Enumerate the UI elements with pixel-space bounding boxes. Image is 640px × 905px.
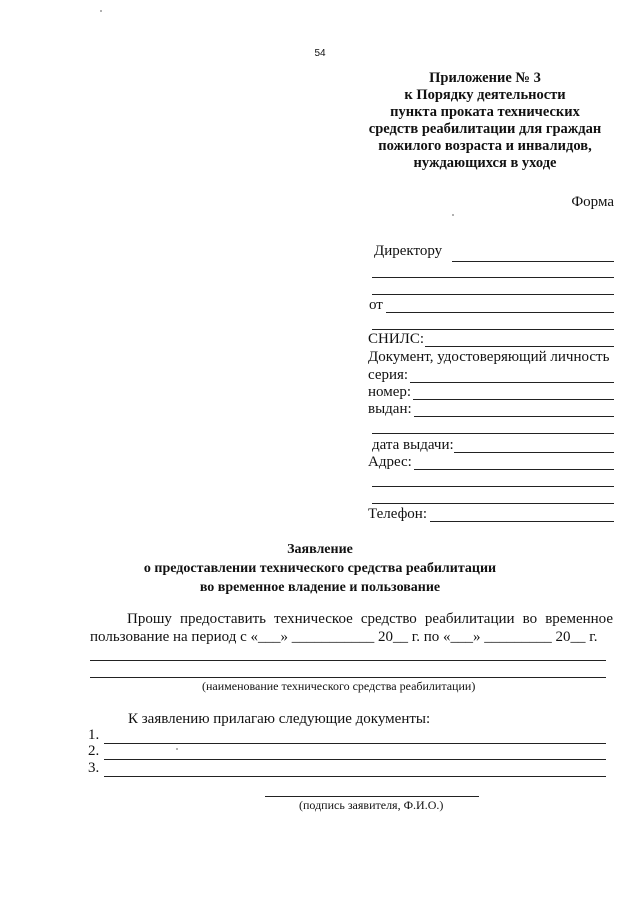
device-name-caption: (наименование технического средства реабилитации)	[202, 679, 476, 693]
documents-intro: К заявлению прилагаю следующие документы:	[128, 711, 431, 727]
director-label: Директору	[374, 243, 443, 259]
scan-speck	[452, 214, 454, 216]
scan-speck	[100, 10, 102, 12]
director-field-line-3[interactable]	[372, 294, 614, 295]
appendix-line: нуждающихся в уходе	[413, 155, 557, 171]
director-field[interactable]	[452, 261, 614, 262]
series-field[interactable]	[410, 382, 614, 383]
issue-date-label: дата выдачи:	[372, 437, 454, 453]
request-line-2: пользование на период с «___» ___________ 20__ г. по «___» _________ 20__ г.	[90, 629, 598, 645]
document-field-1[interactable]	[104, 743, 606, 744]
phone-field[interactable]	[430, 521, 614, 522]
from-field-line-2[interactable]	[372, 329, 614, 330]
director-field-line-2[interactable]	[372, 277, 614, 278]
number-field[interactable]	[413, 399, 614, 400]
appendix-line: пожилого возраста и инвалидов,	[378, 138, 592, 154]
appendix-line: средств реабилитации для граждан	[368, 121, 602, 137]
request-line-1: Прошу предоставить техническое средство реабилитации во временное	[127, 611, 613, 627]
from-field[interactable]	[386, 312, 614, 313]
title-line: во временное владение и пользование	[199, 580, 441, 595]
appendix-line: Приложение № 3	[429, 70, 541, 86]
document-field-2[interactable]	[104, 759, 606, 760]
issued-field-line-2[interactable]	[372, 433, 614, 434]
signature-caption: (подпись заявителя, Ф.И.О.)	[299, 798, 444, 812]
document-item-number: 2.	[88, 743, 100, 759]
series-label: серия:	[368, 367, 409, 383]
document-item-number: 1.	[88, 727, 100, 743]
address-field-line-3[interactable]	[372, 503, 614, 504]
signature-field[interactable]	[265, 796, 479, 797]
scan-speck	[176, 748, 178, 750]
issue-date-field[interactable]	[454, 452, 614, 453]
snils-field[interactable]	[425, 346, 614, 347]
device-name-field-line-2[interactable]	[90, 677, 606, 678]
snils-label: СНИЛС:	[368, 331, 425, 347]
number-label: номер:	[368, 384, 412, 400]
page-number: 54	[314, 48, 326, 59]
document-field-3[interactable]	[104, 776, 606, 777]
title-line: о предоставлении технического средства реабилитации	[143, 561, 497, 576]
document-item-number: 3.	[88, 760, 100, 776]
address-label: Адрес:	[368, 454, 412, 470]
from-label: от	[369, 297, 383, 313]
document-label: Документ, удостоверяющий личность	[368, 349, 610, 365]
address-field[interactable]	[414, 469, 614, 470]
appendix-line: пункта проката технических	[390, 104, 580, 120]
form-label: Форма	[571, 194, 614, 210]
appendix-line: к Порядку деятельности	[404, 87, 566, 103]
title-line: Заявление	[287, 542, 353, 557]
statement-title	[0, 540, 640, 597]
appendix-heading	[330, 70, 640, 172]
device-name-field[interactable]	[90, 660, 606, 661]
issued-label: выдан:	[368, 401, 412, 417]
address-field-line-2[interactable]	[372, 486, 614, 487]
phone-label: Телефон:	[368, 506, 427, 522]
issued-field[interactable]	[414, 416, 614, 417]
